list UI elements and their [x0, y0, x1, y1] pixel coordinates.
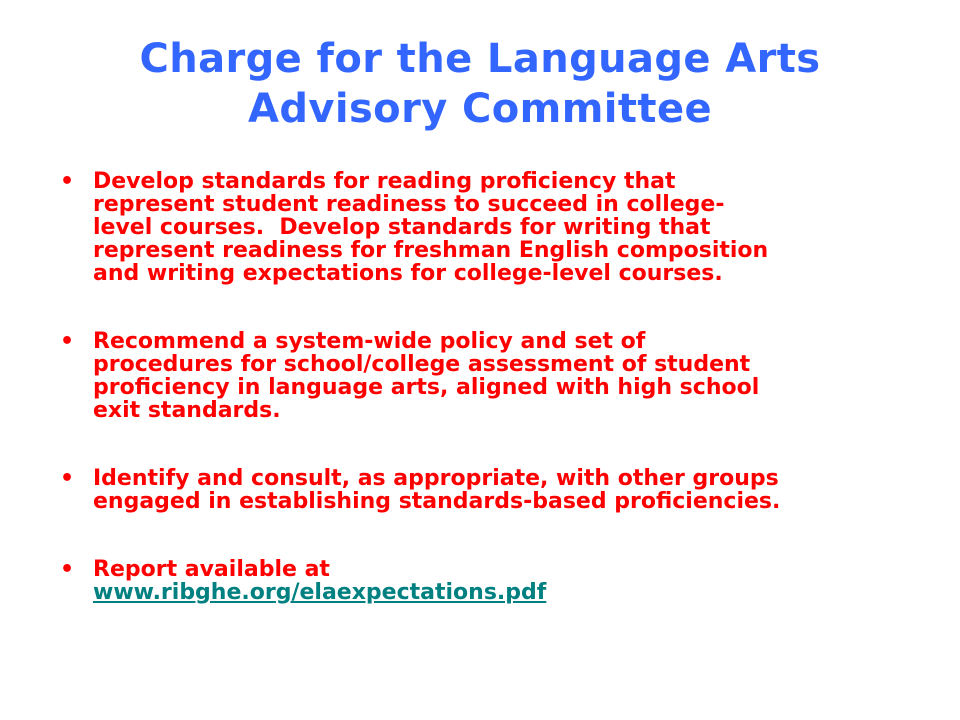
bullet-text-line: Develop standards for reading proficiency that: [93, 169, 676, 194]
bullet-text-line: exit standards.: [93, 398, 281, 423]
bullet-list: [60, 170, 920, 604]
title-line-1: Charge for the Language Arts: [139, 36, 821, 82]
bullet-item-consult: [60, 467, 920, 513]
bullet-item-report: [60, 558, 920, 604]
report-link-line: [93, 581, 920, 604]
bullet-text-line: represent student readiness to succeed in college-: [93, 192, 725, 217]
bullet-text-line: proficiency in language arts, aligned with high school: [93, 375, 760, 400]
bullet-text-line: engaged in establishing standards-based proficiencies.: [93, 489, 781, 514]
bullet-marker: •: [60, 466, 75, 491]
bullet-text-line: and writing expectations for college-level courses.: [93, 261, 723, 286]
bullet-text-line: level courses. Develop standards for writing that: [93, 215, 711, 240]
bullet-text-line: represent readiness for freshman English composition: [93, 238, 769, 263]
slide-title: [60, 34, 900, 134]
bullet-item-policy: [60, 330, 920, 422]
bullet-marker: •: [60, 329, 75, 354]
title-line-2: Advisory Committee: [248, 86, 712, 132]
bullet-marker: •: [60, 169, 75, 194]
bullet-text-line: procedures for school/college assessment of student: [93, 352, 751, 377]
bullet-text-line: Recommend a system-wide policy and set of: [93, 329, 646, 354]
bullet-marker: •: [60, 557, 75, 582]
bullet-text-line: Identify and consult, as appropriate, with other groups: [93, 466, 779, 491]
bullet-text-line: Report available at: [93, 557, 330, 582]
bullet-item-standards: [60, 170, 920, 285]
report-link[interactable]: www.ribghe.org/elaexpectations.pdf: [93, 580, 547, 605]
